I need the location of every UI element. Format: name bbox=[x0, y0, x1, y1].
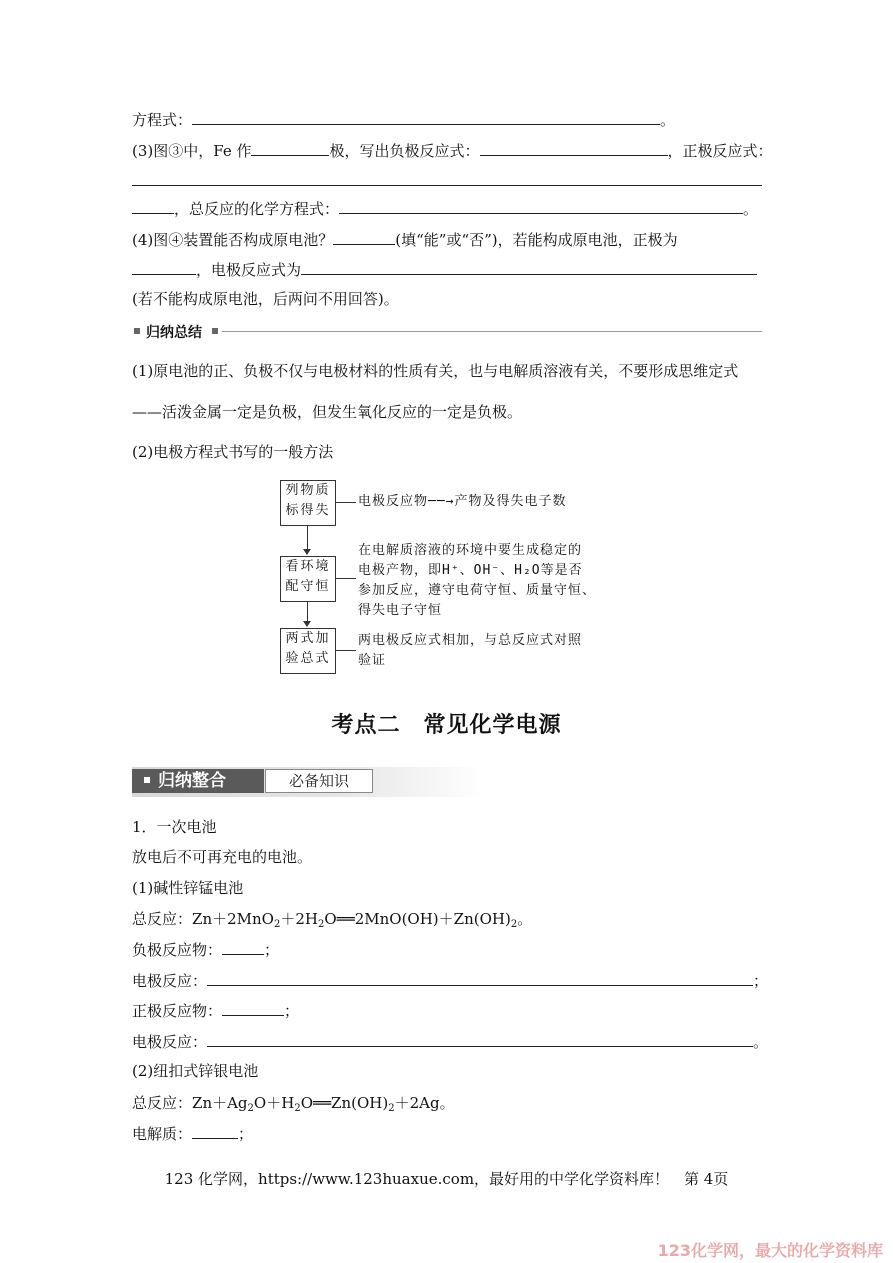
label: (填“能”或“否”)，若能构成原电池，正极为 bbox=[395, 231, 678, 249]
section-bar bbox=[132, 767, 484, 797]
alkaline-total-reaction bbox=[132, 908, 532, 936]
punct: ； bbox=[753, 972, 769, 990]
watermark: 123化学网，最大的化学资料库 bbox=[657, 1241, 883, 1260]
box-text: 两式加 bbox=[285, 631, 331, 646]
electrolyte-line bbox=[132, 1122, 253, 1145]
summary-p1b: ——活泼金属一定是负极，但发生氧化反应的一定是负极。 bbox=[132, 403, 523, 421]
flow-text-line: 两电极反应式相加，与总反应式对照 bbox=[358, 633, 583, 648]
flow-text-2 bbox=[358, 541, 596, 621]
label: ，电极反应式为 bbox=[196, 261, 302, 279]
label: 总反应： bbox=[132, 1094, 193, 1112]
summary-p2: (2)电极方程式书写的一般方法 bbox=[132, 443, 334, 461]
bar-light-label: 必备知识 bbox=[265, 769, 373, 793]
heading-primary-battery: 1．一次电池 bbox=[132, 818, 217, 836]
arrow-down-icon bbox=[303, 549, 311, 555]
flow-text-line: 验证 bbox=[358, 653, 387, 668]
connector bbox=[336, 502, 356, 503]
pos-reactant-line bbox=[132, 999, 299, 1022]
label: 负极反应物： bbox=[132, 941, 223, 959]
punct: 。 bbox=[753, 1033, 769, 1051]
connector bbox=[336, 650, 356, 651]
electrode-rxn-line-1 bbox=[132, 969, 768, 992]
answer-blank[interactable] bbox=[207, 1030, 753, 1047]
flow-text-line: 在电解质溶液的环境中要生成稳定的 bbox=[358, 543, 583, 558]
label: (4)图④装置能否构成原电池？ bbox=[132, 231, 334, 249]
punct: 。 bbox=[660, 111, 676, 129]
flow-text-line: 参加反应，遵守电荷守恒、质量守恒、 bbox=[358, 583, 597, 598]
label: ，总反应的化学方程式： bbox=[174, 200, 340, 218]
answer-blank[interactable] bbox=[339, 197, 743, 214]
label: (3)图③中，Fe 作 bbox=[132, 142, 252, 160]
connector bbox=[336, 578, 356, 579]
primary-desc: 放电后不可再充电的电池。 bbox=[132, 848, 313, 866]
label: 电解质： bbox=[132, 1125, 193, 1143]
box-text: 标得失 bbox=[285, 503, 331, 518]
section-title: 考点二 常见化学电源 bbox=[331, 713, 562, 738]
flow-text-line: 电极产物，即H⁺、OH⁻、H₂O等是否 bbox=[358, 563, 583, 578]
alkaline-title: (1)碱性锌锰电池 bbox=[132, 879, 244, 897]
answer-blank[interactable] bbox=[222, 999, 284, 1016]
square-bullet-icon bbox=[144, 777, 150, 783]
question-line-1 bbox=[132, 108, 675, 131]
answer-blank[interactable] bbox=[207, 969, 753, 986]
question-line-2 bbox=[132, 139, 773, 162]
equation: $Zn+Ag_2O+H_2O══Zn(OH)_2+2Ag$。 bbox=[192, 1094, 455, 1114]
flow-text-3 bbox=[358, 631, 582, 671]
answer-blank[interactable] bbox=[301, 258, 757, 275]
connector bbox=[307, 602, 308, 622]
answer-blank[interactable] bbox=[251, 139, 329, 156]
label: ，正极反应式： bbox=[667, 142, 773, 160]
flow-box-1 bbox=[280, 480, 336, 526]
bar-dark-text: 归纳整合 bbox=[158, 771, 226, 791]
flow-box-3 bbox=[280, 628, 336, 674]
answer-blank[interactable] bbox=[333, 228, 395, 245]
question-line-5 bbox=[132, 258, 757, 281]
flow-text-1: 电极反应物──→产物及得失电子数 bbox=[358, 494, 567, 509]
page-footer: 123 化学网，https://www.123huaxue.com，最好用的中学化学资料库！ 第 4页 bbox=[164, 1170, 729, 1188]
question-line-4 bbox=[132, 228, 678, 251]
answer-blank[interactable] bbox=[480, 139, 668, 156]
equation: $Zn+2MnO_2+2H_2O══2MnO(OH)+Zn(OH)_2$。 bbox=[192, 910, 533, 930]
box-text: 看环境 bbox=[285, 559, 331, 574]
electrode-rxn-line-2 bbox=[132, 1030, 768, 1053]
bar-dark-label bbox=[132, 769, 264, 793]
summary-header bbox=[132, 322, 762, 342]
flow-text-line: 得失电子守恒 bbox=[358, 603, 443, 618]
square-bullet-icon bbox=[212, 328, 218, 334]
box-text: 列物质 bbox=[285, 483, 331, 498]
answer-blank[interactable] bbox=[192, 108, 660, 125]
punct: 。 bbox=[743, 200, 759, 218]
answer-blank[interactable] bbox=[192, 1122, 238, 1139]
connector bbox=[307, 526, 308, 550]
answer-blank[interactable] bbox=[132, 197, 174, 214]
answer-blank[interactable] bbox=[132, 258, 196, 275]
neg-reactant-line bbox=[132, 938, 279, 961]
label: 极，写出负极反应式： bbox=[329, 142, 480, 160]
label: 正极反应物： bbox=[132, 1002, 223, 1020]
box-text: 配守恒 bbox=[285, 579, 331, 594]
divider bbox=[222, 331, 762, 332]
arrow-down-icon bbox=[303, 621, 311, 627]
square-bullet-icon bbox=[134, 328, 140, 334]
question-line-6: (若不能构成原电池，后两问不用回答)。 bbox=[132, 290, 399, 308]
label: 电极反应： bbox=[132, 972, 208, 990]
button-cell-title: (2)纽扣式锌银电池 bbox=[132, 1062, 259, 1080]
label: 电极反应： bbox=[132, 1033, 208, 1051]
flow-box-2 bbox=[280, 556, 336, 602]
question-line-3 bbox=[132, 197, 758, 220]
summary-title: 归纳总结 bbox=[146, 325, 202, 341]
box-text: 验总式 bbox=[285, 651, 331, 666]
punct: ； bbox=[284, 1002, 300, 1020]
button-cell-total-reaction bbox=[132, 1092, 455, 1120]
answer-blank[interactable] bbox=[222, 938, 264, 955]
punct: ； bbox=[238, 1125, 254, 1143]
summary-p1a: (1)原电池的正、负极不仅与电极材料的性质有关，也与电解质溶液有关，不要形成思维定式 bbox=[132, 362, 739, 380]
punct: ； bbox=[264, 941, 280, 959]
label: 总反应： bbox=[132, 910, 193, 928]
label: 方程式： bbox=[132, 111, 193, 129]
answer-blank-full[interactable] bbox=[132, 185, 762, 186]
